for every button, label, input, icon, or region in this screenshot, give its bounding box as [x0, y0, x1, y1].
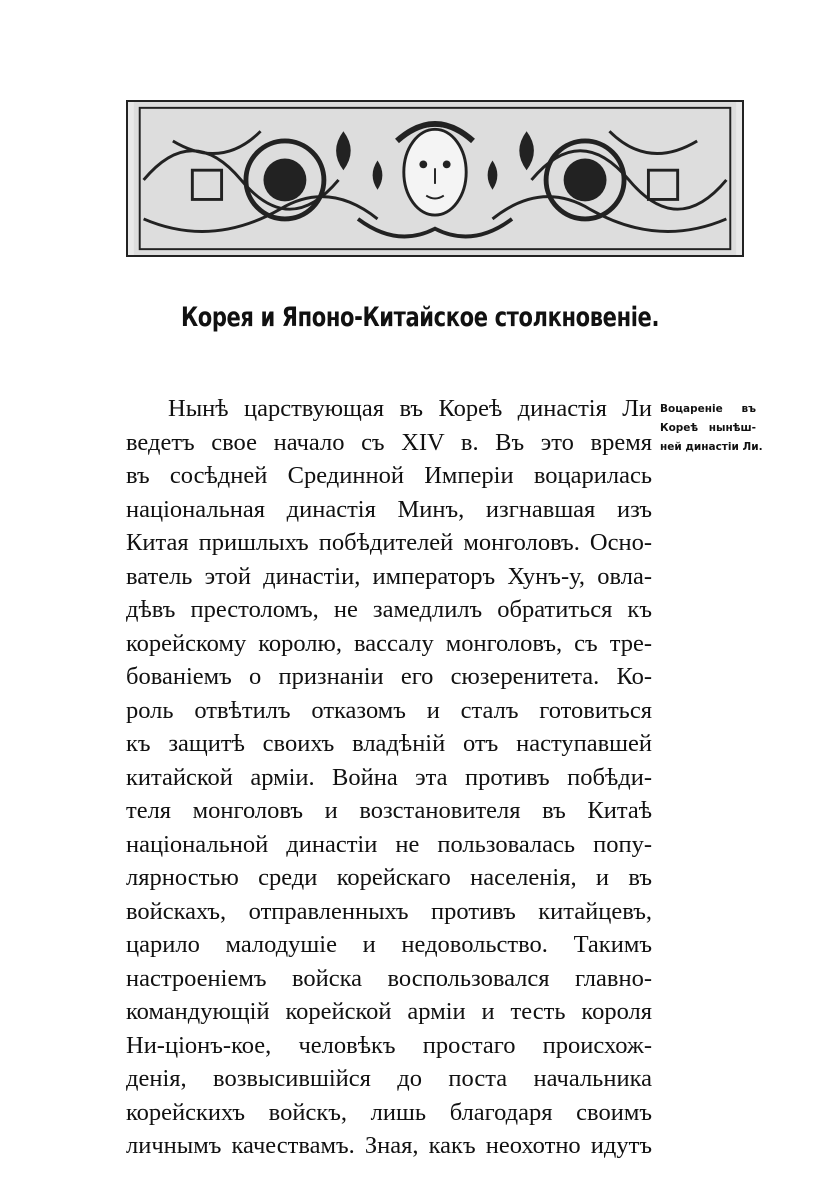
margin-note-line: ней династіи Ли. [660, 441, 763, 453]
margin-note-line: Воцареніе въ [660, 403, 756, 415]
text-line: личнымъ качествамъ. Зная, какъ неохотно идутъ [126, 1132, 652, 1159]
text-line: китайской арміи. Война эта противъ побѣди- [126, 763, 652, 791]
text-line: Китая пришлыхъ побѣдителей монголовъ. Осно- [126, 529, 652, 556]
text-line: роль отвѣтилъ отказомъ и сталъ готовиться [126, 696, 652, 724]
text-line: корейскихъ войскъ, лишь благодаря своимъ [126, 1098, 652, 1126]
text-line: къ защитѣ своихъ владѣній отъ наступавшей [126, 730, 652, 757]
chapter-title: Корея и Японо-Китайское столкновеніе. [180, 302, 660, 333]
text-line: бованіемъ о признаніи его сюзеренитета. Ко- [126, 663, 652, 690]
text-line: Нынѣ царствующая въ Кореѣ династія Ли [168, 395, 652, 422]
text-line: настроеніемъ войска воспользовался главно- [126, 964, 652, 992]
text-line: дѣвъ престоломъ, не замедлилъ обратиться къ [126, 596, 652, 623]
text-line: войскахъ, отправленныхъ противъ китайцевъ, [126, 897, 652, 925]
text-line: національной династіи не пользовалась попу- [126, 830, 652, 858]
text-line: теля монголовъ и возстановителя въ Китаѣ [126, 797, 652, 824]
text-line: царило малодушіе и недовольство. Такимъ [126, 931, 652, 958]
text-line: въ сосѣдней Срединной Имперіи воцарилась [126, 462, 652, 489]
ornament-engraving [128, 102, 742, 255]
body-paragraph [126, 392, 652, 1163]
text-line: корейскому королю, вассалу монголовъ, съ тре- [126, 629, 652, 657]
decorative-header-ornament [126, 100, 744, 257]
text-line: національная династія Минъ, изгнавшая изъ [126, 495, 652, 523]
text-line: Ни-ціонъ-кое, человѣкъ простаго происхож- [126, 1031, 652, 1059]
text-line: ватель этой династіи, императоръ Хунъ-у, овла- [126, 562, 652, 590]
text-line: денія, возвысившійся до поста начальника [126, 1065, 652, 1092]
text-line: командующій корейской арміи и тесть короля [126, 998, 652, 1025]
text-line: ведетъ свое начало съ XIV в. Въ это время [126, 428, 652, 456]
margin-note-line: Кореѣ нынѣш- [660, 422, 756, 434]
margin-note [660, 400, 763, 457]
text-line: лярностью среди корейскаго населенія, и въ [126, 864, 652, 891]
